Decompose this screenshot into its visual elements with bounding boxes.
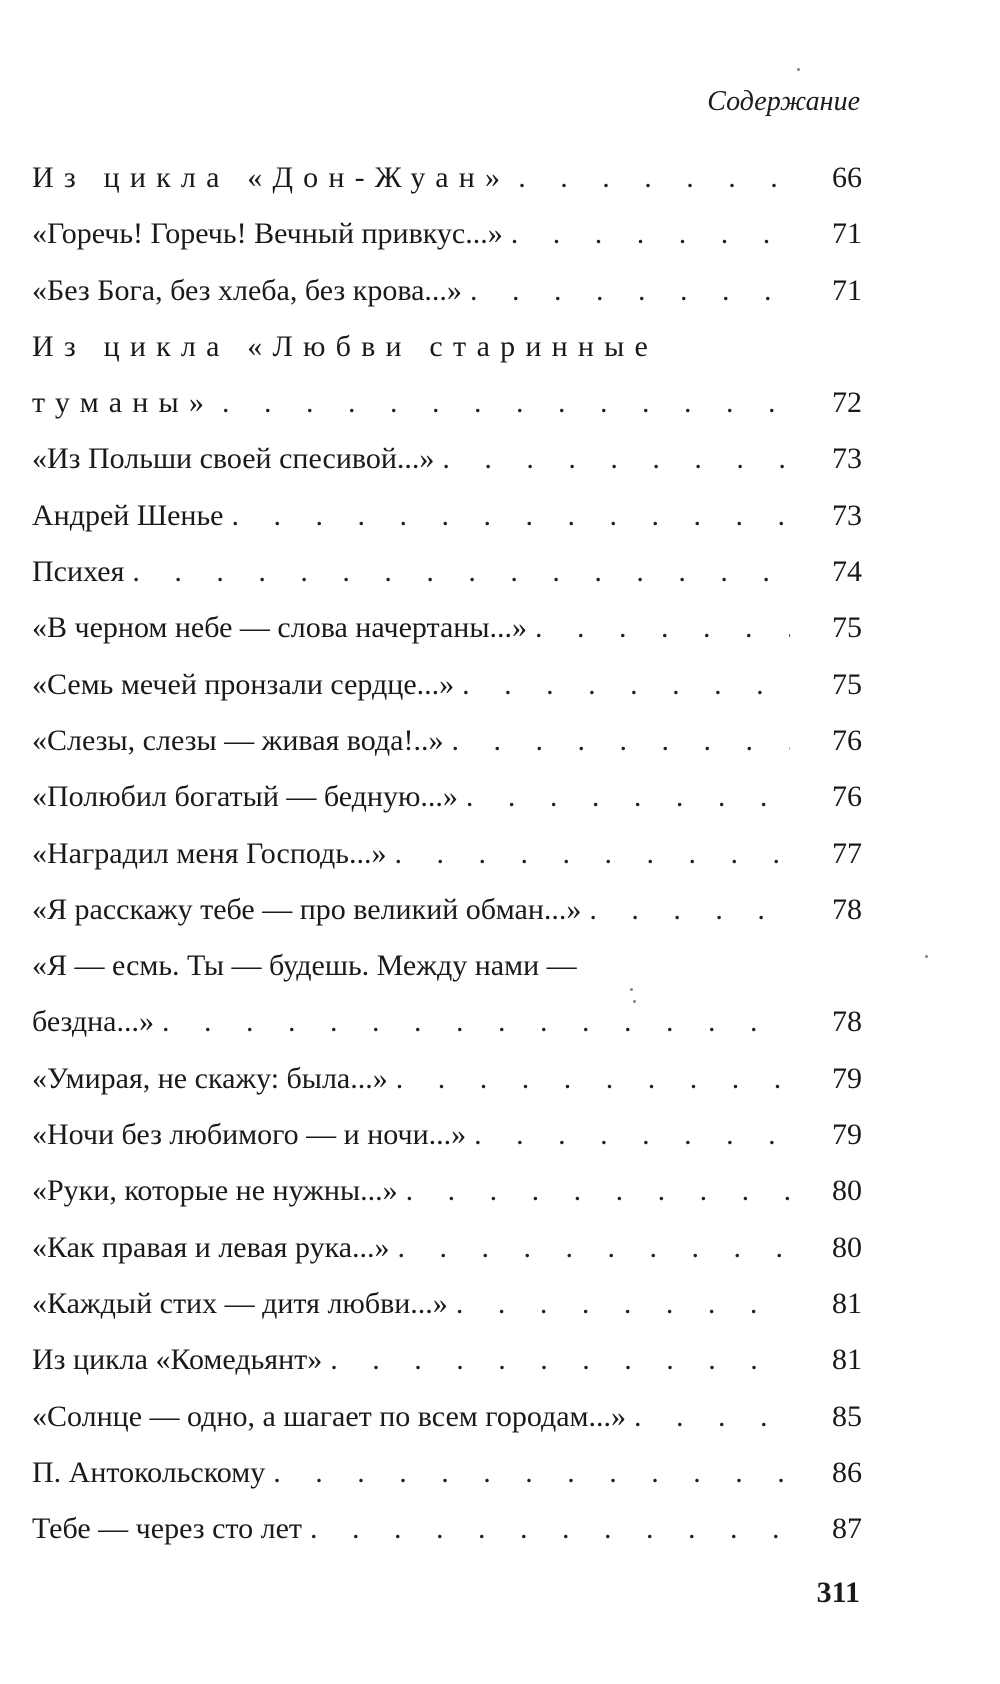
toc-entry-page: 71 [790,206,862,262]
toc-entry [32,1220,862,1276]
toc-entry-page: 79 [790,1051,862,1107]
toc-entry [32,1501,862,1557]
toc-entry [32,319,862,375]
dot-leader [154,994,790,1050]
table-of-contents [32,150,862,1557]
toc-entry-page: 73 [790,431,862,487]
toc-entry [32,431,862,487]
toc-entry [32,375,862,431]
dot-leader [510,150,790,206]
dot-leader [386,826,790,882]
dot-leader [302,1501,790,1557]
running-head: Содержание [707,86,860,117]
toc-entry-page: 73 [790,488,862,544]
toc-entry-title: «Полюбил богатый — бедную...» [32,780,458,814]
toc-entry [32,826,862,882]
toc-entry [32,206,862,262]
toc-entry [32,938,862,994]
dot-leader [434,431,790,487]
toc-entry [32,1332,862,1388]
toc-entry-title: «Горечь! Горечь! Вечный привкус...» [32,217,503,251]
dot-leader [466,1107,790,1163]
print-speck [633,1000,636,1003]
toc-entry [32,769,862,825]
toc-entry [32,1276,862,1332]
toc-entry-title: Из цикла «Комедьянт» [32,1343,323,1377]
toc-entry-page: 78 [790,882,862,938]
toc-entry-page: 75 [790,657,862,713]
dot-leader [124,544,790,600]
toc-entry-page: 74 [790,544,862,600]
dot-leader [388,1051,790,1107]
toc-entry-page: 75 [790,600,862,656]
toc-entry [32,263,862,319]
toc-entry [32,544,862,600]
toc-entry-page: 77 [790,826,862,882]
toc-entry [32,488,862,544]
toc-entry-page: 72 [790,375,862,431]
dot-leader [462,263,790,319]
toc-entry-title: «В черном небе — слова начертаны...» [32,611,527,645]
dot-leader [398,1163,790,1219]
toc-entry-title: Из цикла «Любви старинные [32,329,658,363]
toc-entry [32,657,862,713]
toc-entry-title: «Как правая и левая рука...» [32,1230,390,1264]
toc-entry [32,1389,862,1445]
dot-leader [265,1445,790,1501]
toc-entry [32,1445,862,1501]
toc-entry-title: туманы» [32,386,215,420]
toc-entry-page: 76 [790,713,862,769]
toc-entry-title: «Без Бога, без хлеба, без крова...» [32,273,462,307]
dot-leader [527,600,790,656]
toc-entry-page: 81 [790,1332,862,1388]
toc-entry-page: 80 [790,1163,862,1219]
dot-leader [458,769,790,825]
toc-entry-page: 79 [790,1107,862,1163]
toc-entry-page: 87 [790,1501,862,1557]
toc-entry-title: бездна...» [32,1005,154,1039]
toc-entry-title: «Каждый стих — дитя любви...» [32,1286,448,1320]
toc-entry-title: «Семь мечей пронзали сердце...» [32,667,455,701]
toc-entry-page: 78 [790,994,862,1050]
toc-entry-title: «Я расскажу тебе — про великий обман...» [32,892,582,926]
print-speck [925,955,928,958]
toc-entry [32,994,862,1050]
print-speck [797,68,800,71]
toc-entry-title: «Умирая, не скажу: была...» [32,1061,388,1095]
dot-leader [448,1276,790,1332]
toc-entry-page: 85 [790,1389,862,1445]
toc-entry-title: П. Антокольскому [32,1455,266,1489]
dot-leader [223,488,790,544]
dot-leader [454,657,790,713]
toc-entry-page: 86 [790,1445,862,1501]
dot-leader [581,882,790,938]
toc-entry [32,1107,862,1163]
toc-entry-title: Тебе — через сто лет [32,1512,303,1546]
toc-entry [32,1163,862,1219]
dot-leader [214,375,790,431]
dot-leader [322,1332,790,1388]
toc-entry-title: «Слезы, слезы — живая вода!..» [32,723,444,757]
toc-entry-page: 76 [790,769,862,825]
toc-entry-title: «Наградил меня Господь...» [32,836,387,870]
toc-entry-page: 71 [790,263,862,319]
toc-entry-page: 80 [790,1220,862,1276]
toc-entry [32,1051,862,1107]
toc-entry-title: «Из Польши своей спесивой...» [32,442,435,476]
toc-entry [32,150,862,206]
toc-entry [32,882,862,938]
dot-leader [443,713,790,769]
toc-entry-title: Андрей Шенье [32,498,224,532]
dot-leader [503,206,790,262]
toc-entry-title: «Солнце — одно, а шагает по всем городам...» [32,1399,627,1433]
toc-entry-title: «Ночи без любимого — и ночи...» [32,1118,467,1152]
toc-entry-page: 81 [790,1276,862,1332]
toc-entry [32,713,862,769]
toc-entry-title: Из цикла «Дон-Жуан» [32,161,511,194]
dot-leader [390,1220,790,1276]
toc-entry-page: 66 [790,150,862,206]
dot-leader [626,1389,790,1445]
page-number: 311 [816,1576,860,1609]
toc-entry-title: «Я — есмь. Ты — будешь. Между нами — [32,949,577,983]
print-speck [630,988,633,991]
toc-entry-title: «Руки, которые не нужны...» [32,1174,398,1208]
toc-entry-title: Психея [32,555,125,589]
toc-entry [32,600,862,656]
